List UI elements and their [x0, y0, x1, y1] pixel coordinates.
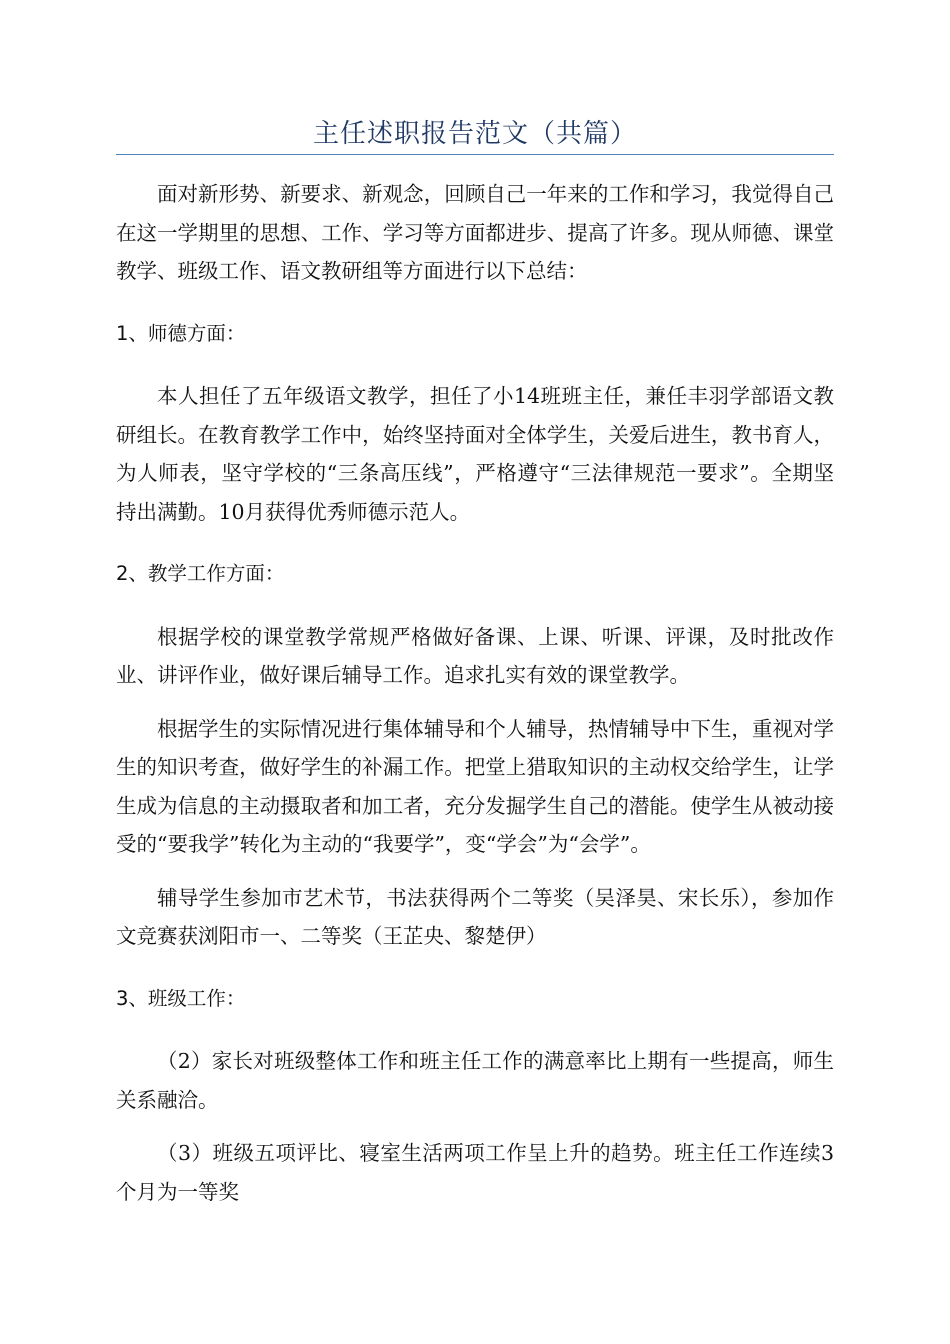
section-3-paragraph-2: （3）班级五项评比、寝室生活两项工作呈上升的趋势。班主任工作连续3个月为一等奖	[116, 1141, 834, 1204]
title-underline	[116, 154, 834, 155]
intro-paragraph: 面对新形势、新要求、新观念，回顾自己一年来的工作和学习，我觉得自己在这一学期里的思想、工作、学习等方面都进步、提高了许多。现从师德、课堂教学、班级工作、语文教研组等方面进行以下总结：	[116, 182, 834, 283]
section-2-paragraph-3: 辅导学生参加市艺术节，书法获得两个二等奖（吴泽昊、宋长乐），参加作文竞赛获浏阳市一、二等奖（王芷央、黎楚伊）	[116, 885, 834, 948]
section-heading-3: 3、班级工作：	[116, 986, 246, 1010]
section-2-paragraph-2: 根据学生的实际情况进行集体辅导和个人辅导，热情辅导中下生，重视对学生的知识考查，做好学生的补漏工作。把堂上猎取知识的主动权交给学生，让学生成为信息的主动摄取者和加工者，充分发掘学生自己的潜能。使学生从被动接受的“要我学”转化为主动的“我要学”，变“学会”为“会学”。	[116, 716, 834, 856]
section-heading-2: 2、教学工作方面：	[116, 562, 285, 585]
document-title: 主任述职报告范文（共篇）	[312, 119, 637, 149]
section-heading-1: 1、师德方面：	[116, 321, 246, 345]
document-body	[116, 175, 834, 1226]
section-1-paragraph-1: 本人担任了五年级语文教学，担任了小14班班主任，兼任丰羽学部语文教研组长。在教育教学工作中，始终坚持面对全体学生，关爱后进生，教书育人，为人师表，坚守学校的“三条高压线”，严格遵守“三法律规范一要求”。全期坚持出满勤。10月获得优秀师德示范人。	[116, 384, 834, 524]
section-3-paragraph-1: （2）家长对班级整体工作和班主任工作的满意率比上期有一些提高，师生关系融洽。	[116, 1049, 834, 1112]
section-2-paragraph-1: 根据学校的课堂教学常规严格做好备课、上课、听课、评课，及时批改作业、讲评作业，做好课后辅导工作。追求扎实有效的课堂教学。	[116, 624, 834, 687]
